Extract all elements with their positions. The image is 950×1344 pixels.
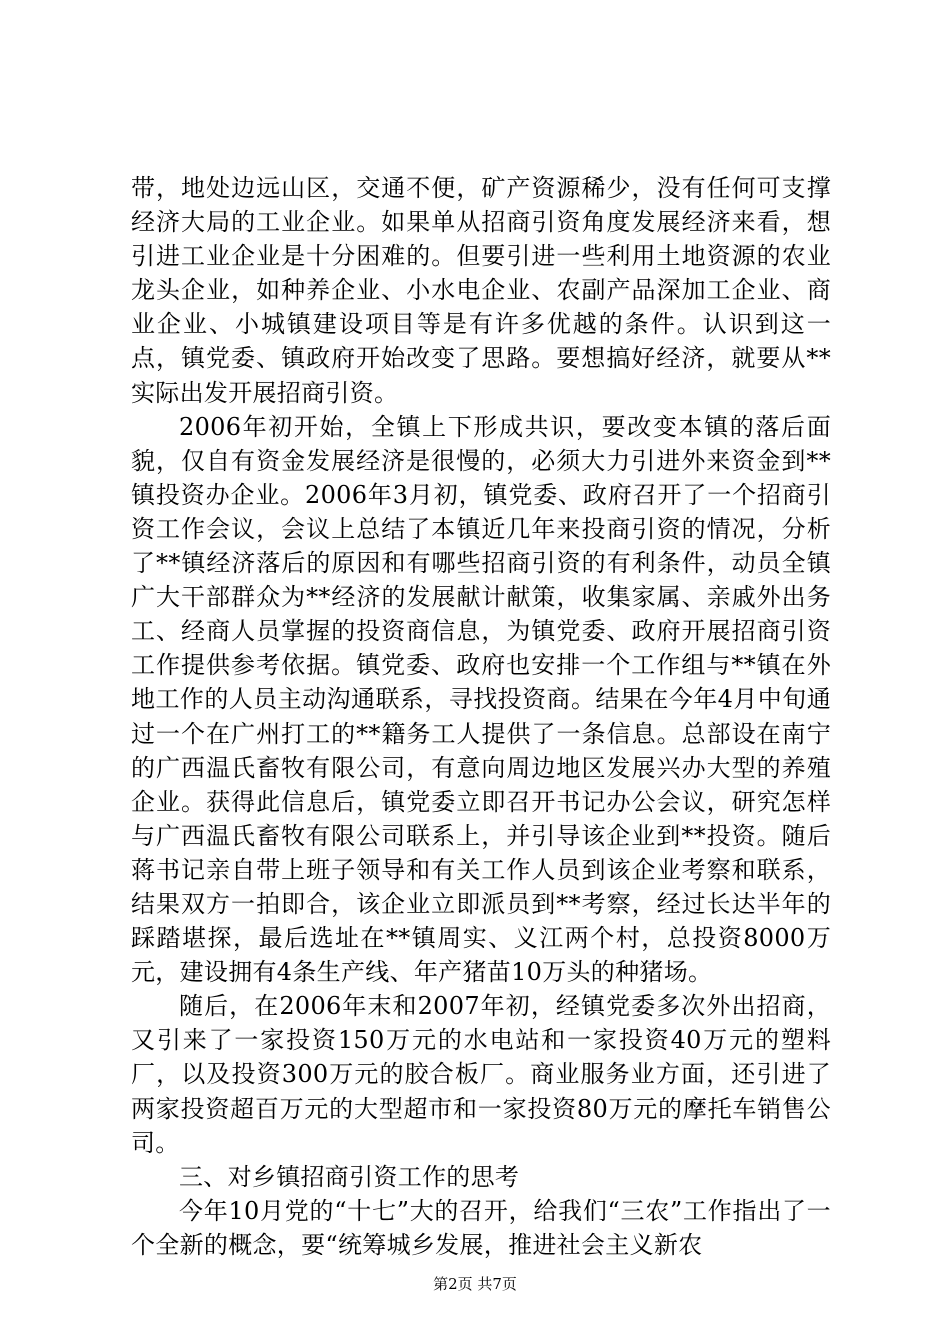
paragraph-3: 随后，在2006年末和2007年初，经镇党委多次外出招商，又引来了一家投资150万元的水电站和一家投资40万元的塑料厂，以及投资300万元的胶合板厂。商业服务业方面，还引进了两家投资超百万元的大型超市和一家投资80万元的摩托车销售公司。 — [131, 992, 831, 1157]
document-body — [131, 171, 831, 1262]
page-footer: 第2页 共7页 — [433, 1275, 517, 1293]
paragraph-2: 2006年初开始，全镇上下形成共识，要改变本镇的落后面貌，仅自有资金发展经济是很慢的，必须大力引进外来资金到**镇投资办企业。2006年3月初，镇党委、政府召开了一个招商引资工作会议，会议上总结了本镇近几年来投商引资的情况，分析了**镇经济落后的原因和有哪些招商引资的有利条件，动员全镇广大干部群众为**经济的发展献计献策，收集家属、亲戚外出务工、经商人员掌握的投资商信息，为镇党委、政府开展招商引资工作提供参考依据。镇党委、政府也安排一个工作组与**镇在外地工作的人员主动沟通联系，寻找投资商。结果在今年4月中旬通过一个在广州打工的**籍务工人提供了一条信息。总部设在南宁的广西温氏畜牧有限公司，有意向周边地区发展兴办大型的养殖企业。获得此信息后，镇党委立即召开书记办公会议，研究怎样与广西温氏畜牧有限公司联系上，并引导该企业到**投资。随后蒋书记亲自带上班子领导和有关工作人员到该企业考察和联系，结果双方一拍即合，该企业立即派员到**考察，经过长达半年的踩踏堪探，最后选址在**镇周实、义江两个村，总投资8000万元，建设拥有4条生产线、年产猪苗10万头的种猪场。 — [131, 412, 831, 987]
section-heading: 三、对乡镇招商引资工作的思考 — [179, 1162, 520, 1191]
paragraph-1: 带，地处边远山区，交通不便，矿产资源稀少，没有任何可支撑经济大局的工业企业。如果单从招商引资角度发展经济来看，想引进工业企业是十分困难的。但要引进一些利用土地资源的农业龙头企业，如种养企业、小水电企业、农副产品深加工企业、商业企业、小城镇建设项目等是有许多优越的条件。认识到这一点，镇党委、镇政府开始改变了思路。要想搞好经济，就要从**实际出发开展招商引资。 — [131, 174, 831, 407]
paragraph-4: 今年10月党的“十七”大的召开，给我们“三农”工作指出了一个全新的概念，要“统筹城乡发展，推进社会主义新农 — [131, 1196, 831, 1259]
